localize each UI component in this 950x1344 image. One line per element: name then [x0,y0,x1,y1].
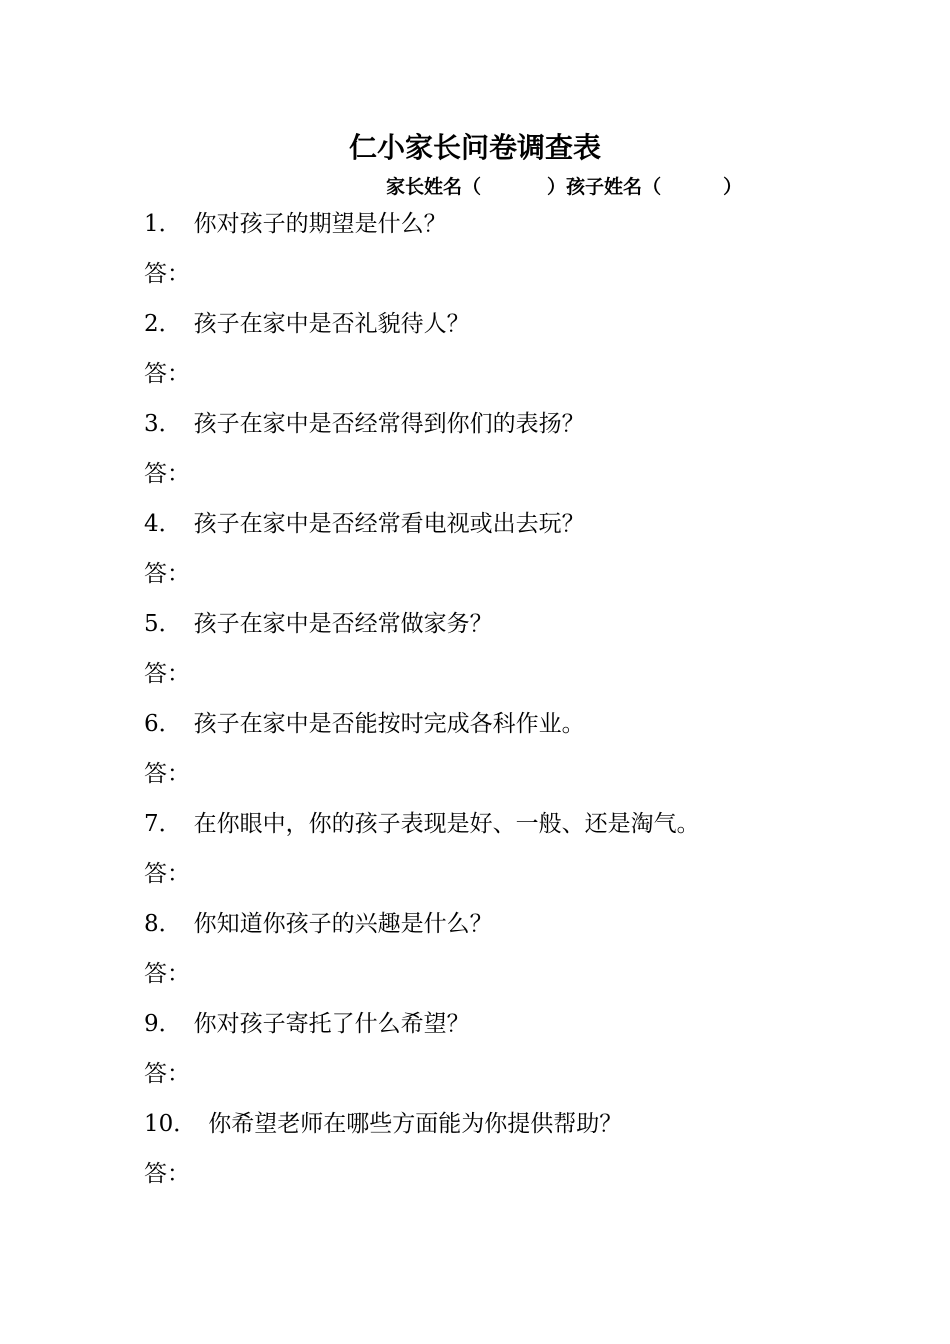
child-name-close-paren: ） [723,176,743,198]
question-item-1 [144,204,904,304]
question-line [144,504,904,554]
question-number: 7． [144,811,182,837]
name-fields-line [386,172,742,202]
question-number: 6． [144,711,182,737]
parent-name-label: 家长姓名 [386,176,463,198]
answer-line[interactable]: 答： [144,1061,190,1087]
question-text: 你知道你孩子的兴趣是什么？ [193,911,493,937]
question-line [144,1104,904,1154]
question-number: 9． [144,1011,182,1037]
question-item-7 [144,804,904,904]
question-number: 8． [144,911,182,937]
answer-line[interactable]: 答： [144,761,190,787]
answer-line[interactable]: 答： [144,861,190,887]
question-number: 4． [144,511,182,537]
parent-name-close-paren: ） [547,176,567,198]
question-item-5 [144,604,904,704]
answer-line[interactable]: 答： [144,1161,190,1187]
parent-name-open-paren: （ [462,176,482,198]
question-number: 1． [144,211,182,237]
question-text: 在你眼中，你的孩子表现是好、一般、还是淘气。 [193,811,700,837]
question-item-6 [144,704,904,804]
question-line [144,1004,904,1054]
answer-line[interactable]: 答： [144,461,190,487]
question-item-3 [144,404,904,504]
question-item-8 [144,904,904,1004]
child-name-label: 孩子姓名 [566,176,643,198]
question-text: 孩子在家中是否能按时完成各科作业。 [193,711,585,737]
question-line [144,704,904,754]
question-item-10 [144,1104,904,1204]
question-line [144,204,904,254]
question-text: 你对孩子的期望是什么？ [193,211,447,237]
question-number: 10． [144,1111,197,1137]
question-text: 孩子在家中是否经常做家务？ [193,611,493,637]
question-text: 你希望老师在哪些方面能为你提供帮助？ [208,1111,623,1137]
question-line [144,304,904,354]
question-item-4 [144,504,904,604]
question-number: 2． [144,311,182,337]
question-line [144,604,904,654]
answer-line[interactable]: 答： [144,361,190,387]
answer-line[interactable]: 答： [144,661,190,687]
answer-line[interactable]: 答： [144,961,190,987]
page-title: 仁小家长问卷调查表 [348,131,601,164]
question-text: 孩子在家中是否经常看电视或出去玩？ [193,511,585,537]
question-item-9 [144,1004,904,1104]
question-text: 孩子在家中是否经常得到你们的表扬？ [193,411,585,437]
question-line [144,904,904,954]
question-text: 你对孩子寄托了什么希望？ [193,1011,470,1037]
question-line [144,804,904,854]
question-number: 3． [144,411,182,437]
question-list [144,204,904,1204]
question-line [144,404,904,454]
answer-line[interactable]: 答： [144,561,190,587]
child-name-open-paren: （ [642,176,662,198]
answer-line[interactable]: 答： [144,261,190,287]
question-number: 5． [144,611,182,637]
question-item-2 [144,304,904,404]
question-text: 孩子在家中是否礼貌待人？ [193,311,470,337]
